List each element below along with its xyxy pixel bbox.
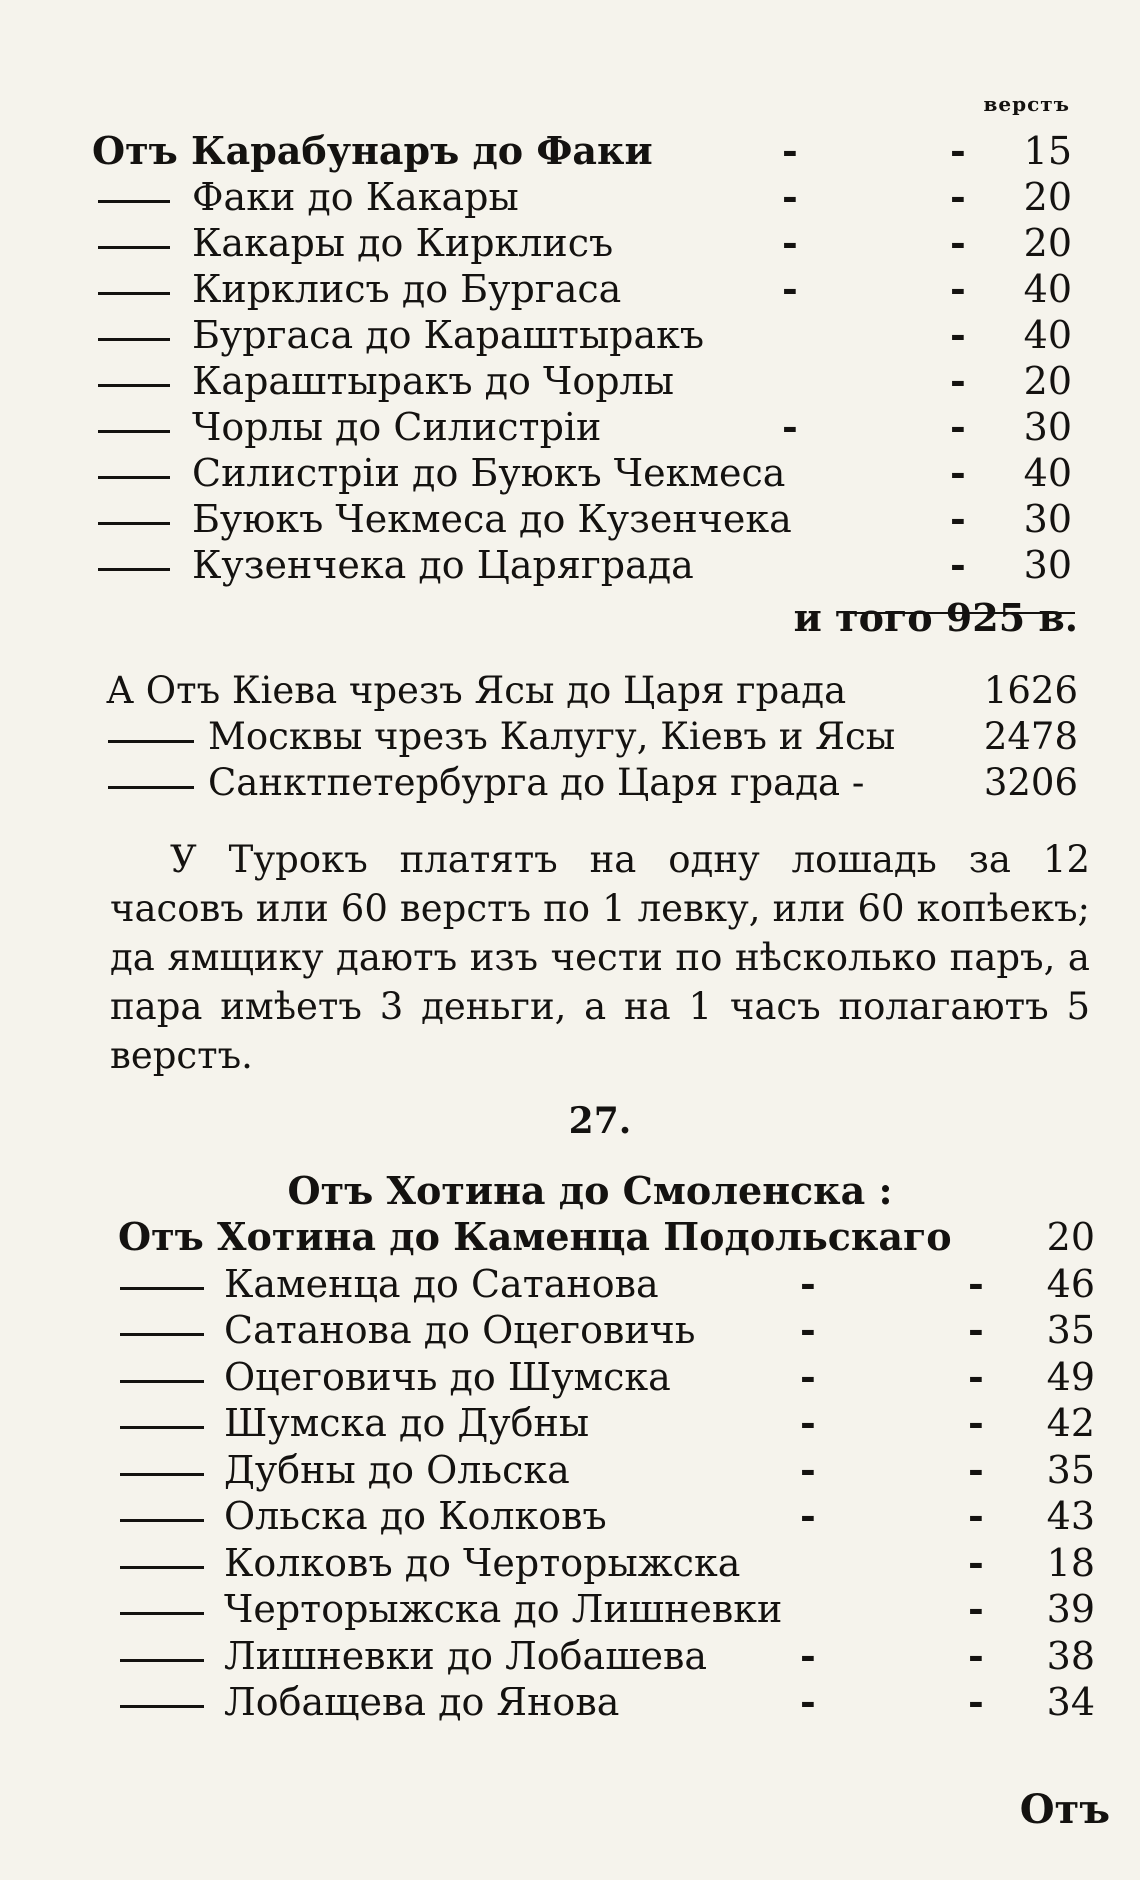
leader-dash: - bbox=[800, 1400, 816, 1445]
table-row bbox=[0, 1307, 1140, 1354]
route-label: Караштыракъ до Чорлы bbox=[192, 359, 674, 403]
route-label: Кузенчека до Царяграда bbox=[192, 543, 694, 587]
route-label: Лишневки до Лобашева bbox=[224, 1633, 708, 1678]
leader-dash: - bbox=[968, 1586, 984, 1631]
route-label: Кирклисъ до Бургаса bbox=[192, 267, 622, 311]
table-row bbox=[0, 174, 1140, 220]
table-row bbox=[0, 128, 1140, 174]
ditto-dash bbox=[120, 1519, 204, 1522]
route-label: Черторыжска до Лишневки bbox=[224, 1587, 783, 1631]
leader-dash: - bbox=[968, 1539, 984, 1585]
catchword: Отъ bbox=[1019, 1786, 1110, 1833]
leader-dash: - bbox=[968, 1353, 984, 1399]
leader-dash: - bbox=[950, 174, 966, 219]
route-label: Буюкъ Чекмеса до Кузенчека bbox=[192, 497, 792, 541]
leader-dash: - bbox=[800, 1260, 816, 1306]
leader-dash: - bbox=[950, 128, 966, 173]
route-label: Факи до Какары bbox=[192, 175, 519, 219]
ditto-dash bbox=[98, 338, 170, 341]
distance-value: 34 bbox=[1046, 1680, 1095, 1724]
table-row bbox=[0, 1400, 1140, 1447]
table-row bbox=[0, 542, 1140, 588]
distance-value: 30 bbox=[1023, 497, 1072, 541]
leader-dash: - bbox=[800, 1632, 816, 1678]
distance-value: 15 bbox=[1023, 129, 1072, 173]
route-label: Ольска до Колковъ bbox=[224, 1494, 607, 1538]
leader-dash: - bbox=[782, 404, 798, 449]
leader-dash: - bbox=[800, 1446, 816, 1492]
table-row bbox=[0, 266, 1140, 312]
distance-value: 20 bbox=[1023, 359, 1072, 403]
leader-dash: - bbox=[950, 450, 966, 495]
leader-dash: - bbox=[950, 496, 966, 541]
distance-value: 42 bbox=[1046, 1401, 1095, 1445]
distance-value: 18 bbox=[1046, 1540, 1095, 1585]
route-label: Москвы чрезъ Калугу, Кіевъ и Ясы bbox=[208, 715, 896, 758]
route-total: и того 925 в. bbox=[793, 595, 1078, 640]
table-row bbox=[0, 496, 1140, 542]
route-table-karabunar bbox=[0, 128, 1140, 588]
ditto-dash bbox=[120, 1426, 204, 1429]
leader-dash: - bbox=[968, 1260, 984, 1306]
ditto-dash bbox=[120, 1380, 204, 1383]
distance-value: 20 bbox=[1023, 175, 1072, 219]
leader-dash: - bbox=[800, 1353, 816, 1399]
leader-dash: - bbox=[950, 312, 966, 357]
distance-value: 46 bbox=[1046, 1261, 1095, 1306]
section-heading: Отъ Хотина до Смоленска : bbox=[287, 1168, 893, 1213]
leader-dash: - bbox=[950, 220, 966, 265]
distance-value: 35 bbox=[1046, 1447, 1095, 1492]
route-label: Лобащева до Янова bbox=[224, 1680, 620, 1724]
table-row bbox=[0, 1354, 1140, 1401]
route-label: Силистріи до Буюкъ Чекмеса bbox=[192, 451, 786, 495]
ditto-dash bbox=[120, 1287, 204, 1290]
leader-dash: - bbox=[968, 1632, 984, 1678]
summary-table bbox=[0, 668, 1140, 806]
table-row bbox=[0, 1493, 1140, 1540]
table-row bbox=[0, 668, 1140, 714]
distance-value: 40 bbox=[1023, 451, 1072, 495]
page-number: 27. bbox=[568, 1100, 632, 1142]
leader-dash: - bbox=[800, 1679, 816, 1724]
route-label: Бургаса до Караштыракъ bbox=[192, 313, 705, 357]
table-row bbox=[0, 312, 1140, 358]
table-row bbox=[0, 1679, 1140, 1726]
route-label: Чорлы до Силистріи bbox=[192, 405, 602, 449]
route-label: Дубны до Ольска bbox=[224, 1447, 570, 1492]
ditto-dash bbox=[98, 246, 170, 249]
distance-value: 49 bbox=[1046, 1354, 1095, 1399]
leader-dash: - bbox=[950, 404, 966, 449]
distance-value: 39 bbox=[1046, 1587, 1095, 1631]
ditto-dash bbox=[98, 568, 170, 571]
table-row bbox=[0, 220, 1140, 266]
ditto-dash bbox=[98, 292, 170, 295]
ditto-dash bbox=[120, 1566, 204, 1569]
table-row bbox=[0, 1447, 1140, 1494]
table-row bbox=[0, 714, 1140, 760]
distance-value: 30 bbox=[1023, 405, 1072, 449]
distance-value: 20 bbox=[1023, 221, 1072, 265]
distance-value: 1626 bbox=[983, 669, 1078, 712]
table-row bbox=[0, 1261, 1140, 1308]
ditto-dash bbox=[120, 1705, 204, 1708]
leader-dash: - bbox=[800, 1307, 816, 1352]
distance-value: 30 bbox=[1023, 543, 1072, 587]
table-row bbox=[0, 1214, 1140, 1261]
distance-value: 20 bbox=[1046, 1215, 1095, 1259]
ditto-dash bbox=[120, 1659, 204, 1662]
table-row bbox=[0, 1633, 1140, 1680]
distance-value: 40 bbox=[1023, 267, 1072, 311]
leader-dash: - bbox=[782, 266, 798, 311]
distance-value: 43 bbox=[1046, 1494, 1095, 1538]
table-row bbox=[0, 760, 1140, 806]
leader-dash: - bbox=[950, 542, 966, 587]
ditto-dash bbox=[98, 522, 170, 525]
route-table-khotin bbox=[0, 1214, 1140, 1726]
route-label: Санктпетербурга до Царя града - bbox=[208, 761, 865, 804]
ditto-dash bbox=[120, 1612, 204, 1615]
ditto-dash bbox=[108, 740, 194, 743]
route-label: Отъ Карабунаръ до Факи bbox=[92, 128, 653, 173]
route-label: Оцеговичь до Шумска bbox=[224, 1354, 671, 1399]
ditto-dash bbox=[120, 1333, 204, 1336]
route-label: Каменца до Сатанова bbox=[224, 1261, 659, 1306]
ditto-dash bbox=[108, 786, 194, 789]
table-row bbox=[0, 450, 1140, 496]
route-label: Шумска до Дубны bbox=[224, 1401, 590, 1445]
leader-dash: - bbox=[968, 1307, 984, 1352]
leader-dash: - bbox=[968, 1400, 984, 1445]
route-label: Отъ Хотина до Каменца Подольскаго bbox=[118, 1214, 952, 1259]
ditto-dash bbox=[120, 1473, 204, 1476]
route-label: Сатанова до Оцеговичь bbox=[224, 1308, 696, 1352]
distance-value: 3206 bbox=[983, 761, 1078, 804]
unit-header: верстъ bbox=[983, 92, 1070, 116]
route-label: А Отъ Кіева чрезъ Ясы до Царя града bbox=[106, 669, 847, 712]
ditto-dash bbox=[98, 384, 170, 387]
ditto-dash bbox=[98, 476, 170, 479]
leader-dash: - bbox=[968, 1679, 984, 1724]
leader-dash: - bbox=[782, 174, 798, 219]
ditto-dash bbox=[98, 200, 170, 203]
leader-dash: - bbox=[968, 1446, 984, 1492]
paragraph-text: У Турокъ платятъ на одну лошадь за 12 часовъ или 60 верстъ по 1 левку, или 60 копѣекъ; да ямщику даютъ изъ чести по нѣсколько паръ, а пара имѣетъ 3 деньги, а на 1 часъ полагаютъ 5 верстъ. bbox=[110, 838, 1090, 1077]
table-row bbox=[0, 404, 1140, 450]
distance-value: 38 bbox=[1046, 1633, 1095, 1678]
route-label: Какары до Кирклисъ bbox=[192, 221, 614, 265]
table-row bbox=[0, 1586, 1140, 1633]
distance-value: 40 bbox=[1023, 313, 1072, 357]
leader-dash: - bbox=[782, 128, 798, 173]
distance-value: 2478 bbox=[983, 715, 1078, 758]
leader-dash: - bbox=[950, 358, 966, 403]
table-row bbox=[0, 1540, 1140, 1587]
route-label: Колковъ до Черторыжска bbox=[224, 1540, 741, 1585]
leader-dash: - bbox=[782, 220, 798, 265]
leader-dash: - bbox=[950, 266, 966, 311]
leader-dash: - bbox=[800, 1493, 816, 1538]
postage-paragraph bbox=[110, 835, 1090, 1080]
table-row bbox=[0, 358, 1140, 404]
leader-dash: - bbox=[968, 1493, 984, 1538]
ditto-dash bbox=[98, 430, 170, 433]
distance-value: 35 bbox=[1046, 1308, 1095, 1352]
